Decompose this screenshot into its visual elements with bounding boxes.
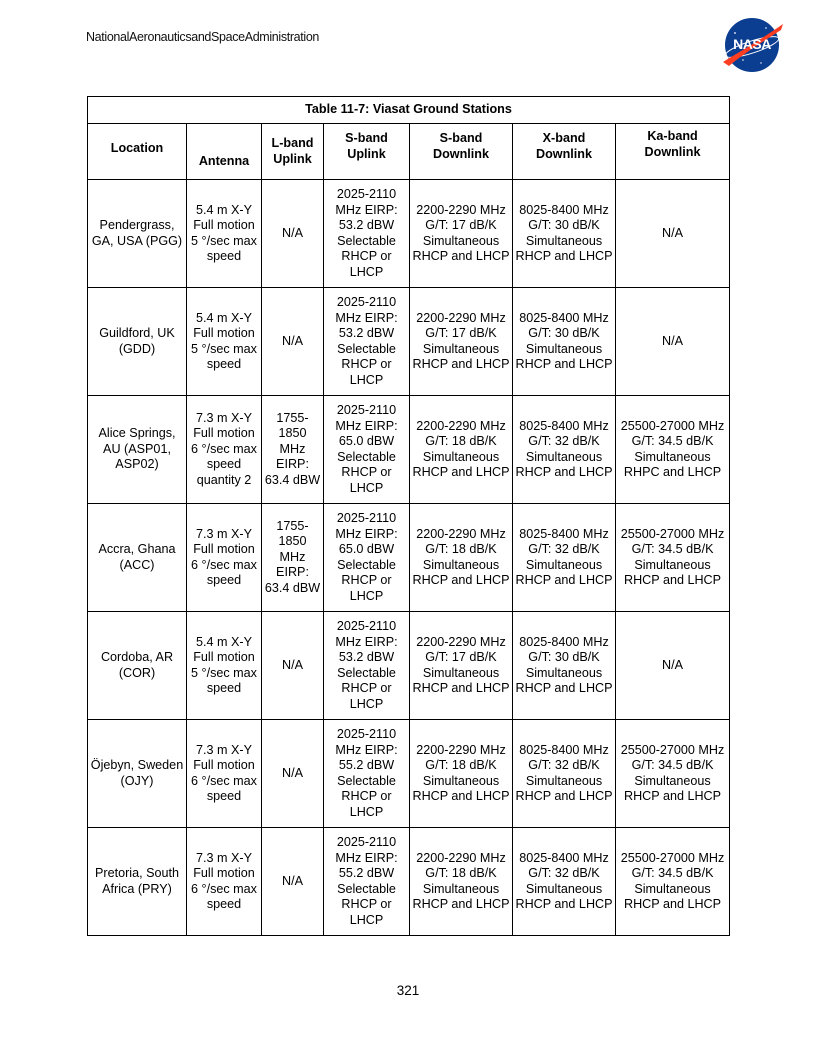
column-header-ka-band-downlink: Ka-band Downlink [616, 124, 730, 180]
ka-band-downlink-cell: 25500-27000 MHz G/T: 34.5 dB/K Simultaneous RHCP and LHCP [616, 720, 730, 828]
antenna-cell: 7.3 m X-Y Full motion 6 °/sec max speed [187, 828, 262, 936]
s-band-downlink-cell: 2200-2290 MHz G/T: 18 dB/K Simultaneous RHCP and LHCP [410, 504, 513, 612]
ka-band-downlink-cell: 25500-27000 MHz G/T: 34.5 dB/K Simultaneous RHCP and LHCP [616, 828, 730, 936]
table-row [88, 180, 730, 288]
ka-band-downlink-cell: 25500-27000 MHz G/T: 34.5 dB/K Simultaneous RHCP and LHCP [616, 504, 730, 612]
s-band-downlink-cell: 2200-2290 MHz G/T: 18 dB/K Simultaneous RHCP and LHCP [410, 720, 513, 828]
column-header-location: Location [88, 124, 187, 180]
column-header-x-band-downlink: X-band Downlink [513, 124, 616, 180]
column-header-l-band-uplink: L-band Uplink [262, 124, 324, 180]
table-row [88, 504, 730, 612]
s-band-downlink-cell: 2200-2290 MHz G/T: 17 dB/K Simultaneous RHCP and LHCP [410, 612, 513, 720]
table-body [88, 180, 730, 936]
antenna-cell: 7.3 m X-Y Full motion 6 °/sec max speed quantity 2 [187, 396, 262, 504]
s-band-downlink-cell: 2200-2290 MHz G/T: 18 dB/K Simultaneous RHCP and LHCP [410, 828, 513, 936]
x-band-downlink-cell: 8025-8400 MHz G/T: 32 dB/K Simultaneous RHCP and LHCP [513, 504, 616, 612]
antenna-cell: 5.4 m X-Y Full motion 5 °/sec max speed [187, 612, 262, 720]
nasa-logo [721, 16, 785, 74]
column-header-antenna: Antenna [187, 124, 262, 180]
s-band-downlink-cell: 2200-2290 MHz G/T: 17 dB/K Simultaneous RHCP and LHCP [410, 288, 513, 396]
location-cell: Cordoba, AR (COR) [88, 612, 187, 720]
s-band-uplink-cell: 2025-2110 MHz EIRP: 65.0 dBW Selectable RHCP or LHCP [324, 396, 410, 504]
location-cell: Pendergrass, GA, USA (PGG) [88, 180, 187, 288]
table-row [88, 828, 730, 936]
location-cell: Alice Springs, AU (ASP01, ASP02) [88, 396, 187, 504]
antenna-cell: 5.4 m X-Y Full motion 5 °/sec max speed [187, 288, 262, 396]
antenna-cell: 7.3 m X-Y Full motion 6 °/sec max speed [187, 720, 262, 828]
s-band-uplink-cell: 2025-2110 MHz EIRP: 53.2 dBW Selectable RHCP or LHCP [324, 288, 410, 396]
table-row [88, 288, 730, 396]
s-band-uplink-cell: 2025-2110 MHz EIRP: 53.2 dBW Selectable RHCP or LHCP [324, 180, 410, 288]
agency-name: NationalAeronauticsandSpaceAdministration [86, 30, 320, 44]
column-header-s-band-downlink: S-band Downlink [410, 124, 513, 180]
location-cell: Guildford, UK (GDD) [88, 288, 187, 396]
page-number: 321 [396, 983, 420, 998]
ka-band-downlink-cell: N/A [616, 288, 730, 396]
viasat-ground-stations-table [87, 96, 730, 936]
l-band-uplink-cell: N/A [262, 612, 324, 720]
antenna-cell: 5.4 m X-Y Full motion 5 °/sec max speed [187, 180, 262, 288]
l-band-uplink-cell: N/A [262, 720, 324, 828]
column-header-s-band-uplink: S-band Uplink [324, 124, 410, 180]
s-band-uplink-cell: 2025-2110 MHz EIRP: 55.2 dBW Selectable RHCP or LHCP [324, 828, 410, 936]
antenna-cell: 7.3 m X-Y Full motion 6 °/sec max speed [187, 504, 262, 612]
x-band-downlink-cell: 8025-8400 MHz G/T: 32 dB/K Simultaneous RHCP and LHCP [513, 828, 616, 936]
x-band-downlink-cell: 8025-8400 MHz G/T: 32 dB/K Simultaneous RHCP and LHCP [513, 396, 616, 504]
ka-band-downlink-cell: N/A [616, 612, 730, 720]
ka-band-downlink-cell: N/A [616, 180, 730, 288]
s-band-uplink-cell: 2025-2110 MHz EIRP: 65.0 dBW Selectable RHCP or LHCP [324, 504, 410, 612]
location-cell: Pretoria, South Africa (PRY) [88, 828, 187, 936]
x-band-downlink-cell: 8025-8400 MHz G/T: 32 dB/K Simultaneous RHCP and LHCP [513, 720, 616, 828]
table-row [88, 720, 730, 828]
table-caption: Table 11-7: Viasat Ground Stations [88, 97, 730, 124]
l-band-uplink-cell: N/A [262, 828, 324, 936]
x-band-downlink-cell: 8025-8400 MHz G/T: 30 dB/K Simultaneous RHCP and LHCP [513, 288, 616, 396]
nasa-meatball-icon [721, 16, 785, 74]
logo-wordmark: NASA [733, 36, 771, 52]
x-band-downlink-cell: 8025-8400 MHz G/T: 30 dB/K Simultaneous RHCP and LHCP [513, 612, 616, 720]
s-band-uplink-cell: 2025-2110 MHz EIRP: 53.2 dBW Selectable RHCP or LHCP [324, 612, 410, 720]
l-band-uplink-cell: 1755-1850 MHz EIRP: 63.4 dBW [262, 504, 324, 612]
l-band-uplink-cell: N/A [262, 288, 324, 396]
table-header-row [88, 124, 730, 180]
ka-band-downlink-cell: 25500-27000 MHz G/T: 34.5 dB/K Simultaneous RHPC and LHCP [616, 396, 730, 504]
location-cell: Öjebyn, Sweden (OJY) [88, 720, 187, 828]
l-band-uplink-cell: N/A [262, 180, 324, 288]
l-band-uplink-cell: 1755-1850 MHz EIRP: 63.4 dBW [262, 396, 324, 504]
table-row [88, 396, 730, 504]
table-row [88, 612, 730, 720]
x-band-downlink-cell: 8025-8400 MHz G/T: 30 dB/K Simultaneous RHCP and LHCP [513, 180, 616, 288]
s-band-uplink-cell: 2025-2110 MHz EIRP: 55.2 dBW Selectable RHCP or LHCP [324, 720, 410, 828]
location-cell: Accra, Ghana (ACC) [88, 504, 187, 612]
s-band-downlink-cell: 2200-2290 MHz G/T: 18 dB/K Simultaneous RHCP and LHCP [410, 396, 513, 504]
s-band-downlink-cell: 2200-2290 MHz G/T: 17 dB/K Simultaneous RHCP and LHCP [410, 180, 513, 288]
